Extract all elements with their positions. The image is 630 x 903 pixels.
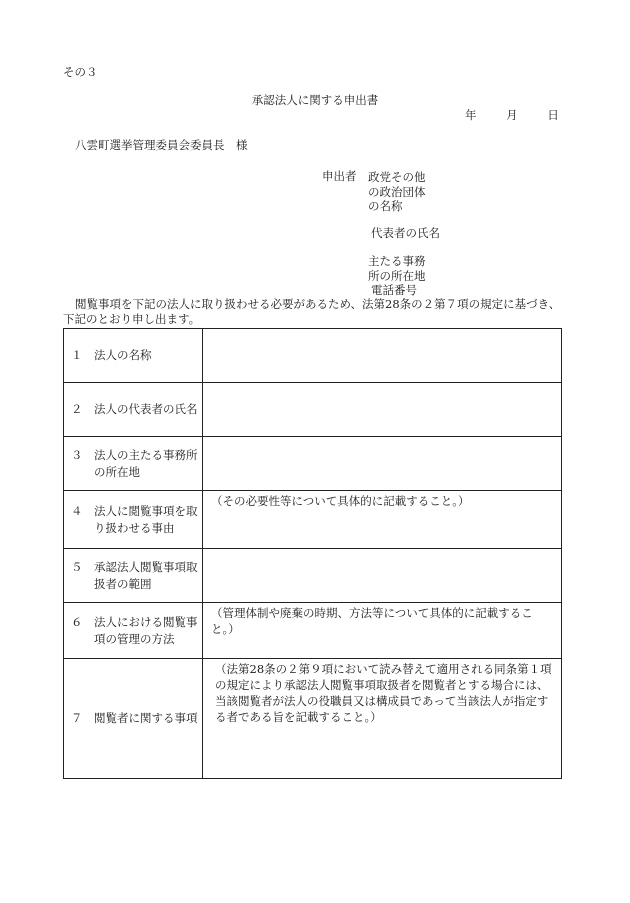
date-day: 日 — [547, 108, 559, 122]
row-label: ６ 法人における閲覧事項の管理の方法 — [64, 603, 203, 659]
row-label: ３ 法人の主たる事務所の所在地 — [64, 437, 203, 491]
row-entry[interactable]: （その必要性等について具体的に記載すること。） — [203, 491, 562, 549]
row-entry[interactable]: （法第28条の２第９項において読み替えて適用される同条第１項の規定により承認法人閲覧事項取扱者を閲覧者とする場合には、当該閲覧者が法人の役職員又は構成員であって当該法人が指定する者である旨を記載すること。） — [203, 659, 562, 779]
table-row — [64, 603, 562, 659]
addressee: 八雲町選挙管理委員会委員長 様 — [75, 138, 248, 152]
table-row — [64, 329, 562, 383]
date-month: 月 — [506, 108, 518, 122]
phone-label: 電話番号 — [371, 283, 417, 297]
row-entry[interactable] — [203, 549, 562, 603]
office-line: 主たる事務 — [368, 254, 426, 268]
table-row — [64, 549, 562, 603]
document-title: 承認法人に関する申出書 — [251, 93, 379, 107]
applicant-label: 申出者 — [322, 169, 357, 183]
row-label: ４ 法人に閲覧事項を取り扱わせる事由 — [64, 491, 203, 549]
party-name-label — [368, 170, 426, 214]
details-table — [63, 328, 562, 779]
representative-name-label: 代表者の氏名 — [371, 226, 440, 240]
row-entry[interactable] — [203, 383, 562, 437]
table-row — [64, 659, 562, 779]
table-row — [64, 437, 562, 491]
row-entry[interactable] — [203, 437, 562, 491]
date-line — [465, 109, 559, 123]
row-label: １ 法人の名称 — [64, 329, 203, 383]
office-line: 所の所在地 — [368, 268, 426, 283]
table-row — [64, 383, 562, 437]
party-name-line: の名称 — [368, 199, 403, 213]
date-year: 年 — [465, 108, 477, 122]
row-entry[interactable]: （管理体制や廃棄の時期、方法等について具体的に記載すること。） — [203, 603, 562, 659]
row-label: ７ 閲覧者に関する事項 — [64, 659, 203, 779]
form-number: その３ — [63, 65, 98, 79]
intro-text: 閲覧事項を下記の法人に取り扱わせる必要があるため、法第28条の２第７項の規定に基づき、下記のとおり申し出ます。 — [63, 297, 561, 326]
party-name-line: の政治団体 — [368, 184, 426, 199]
party-name-line: 政党その他 — [368, 170, 426, 184]
office-address-label — [368, 254, 426, 283]
row-label: ５ 承認法人閲覧事項取扱者の範囲 — [64, 549, 203, 603]
row-entry[interactable] — [203, 329, 562, 383]
row-label: ２ 法人の代表者の氏名 — [64, 383, 203, 437]
table-row — [64, 491, 562, 549]
